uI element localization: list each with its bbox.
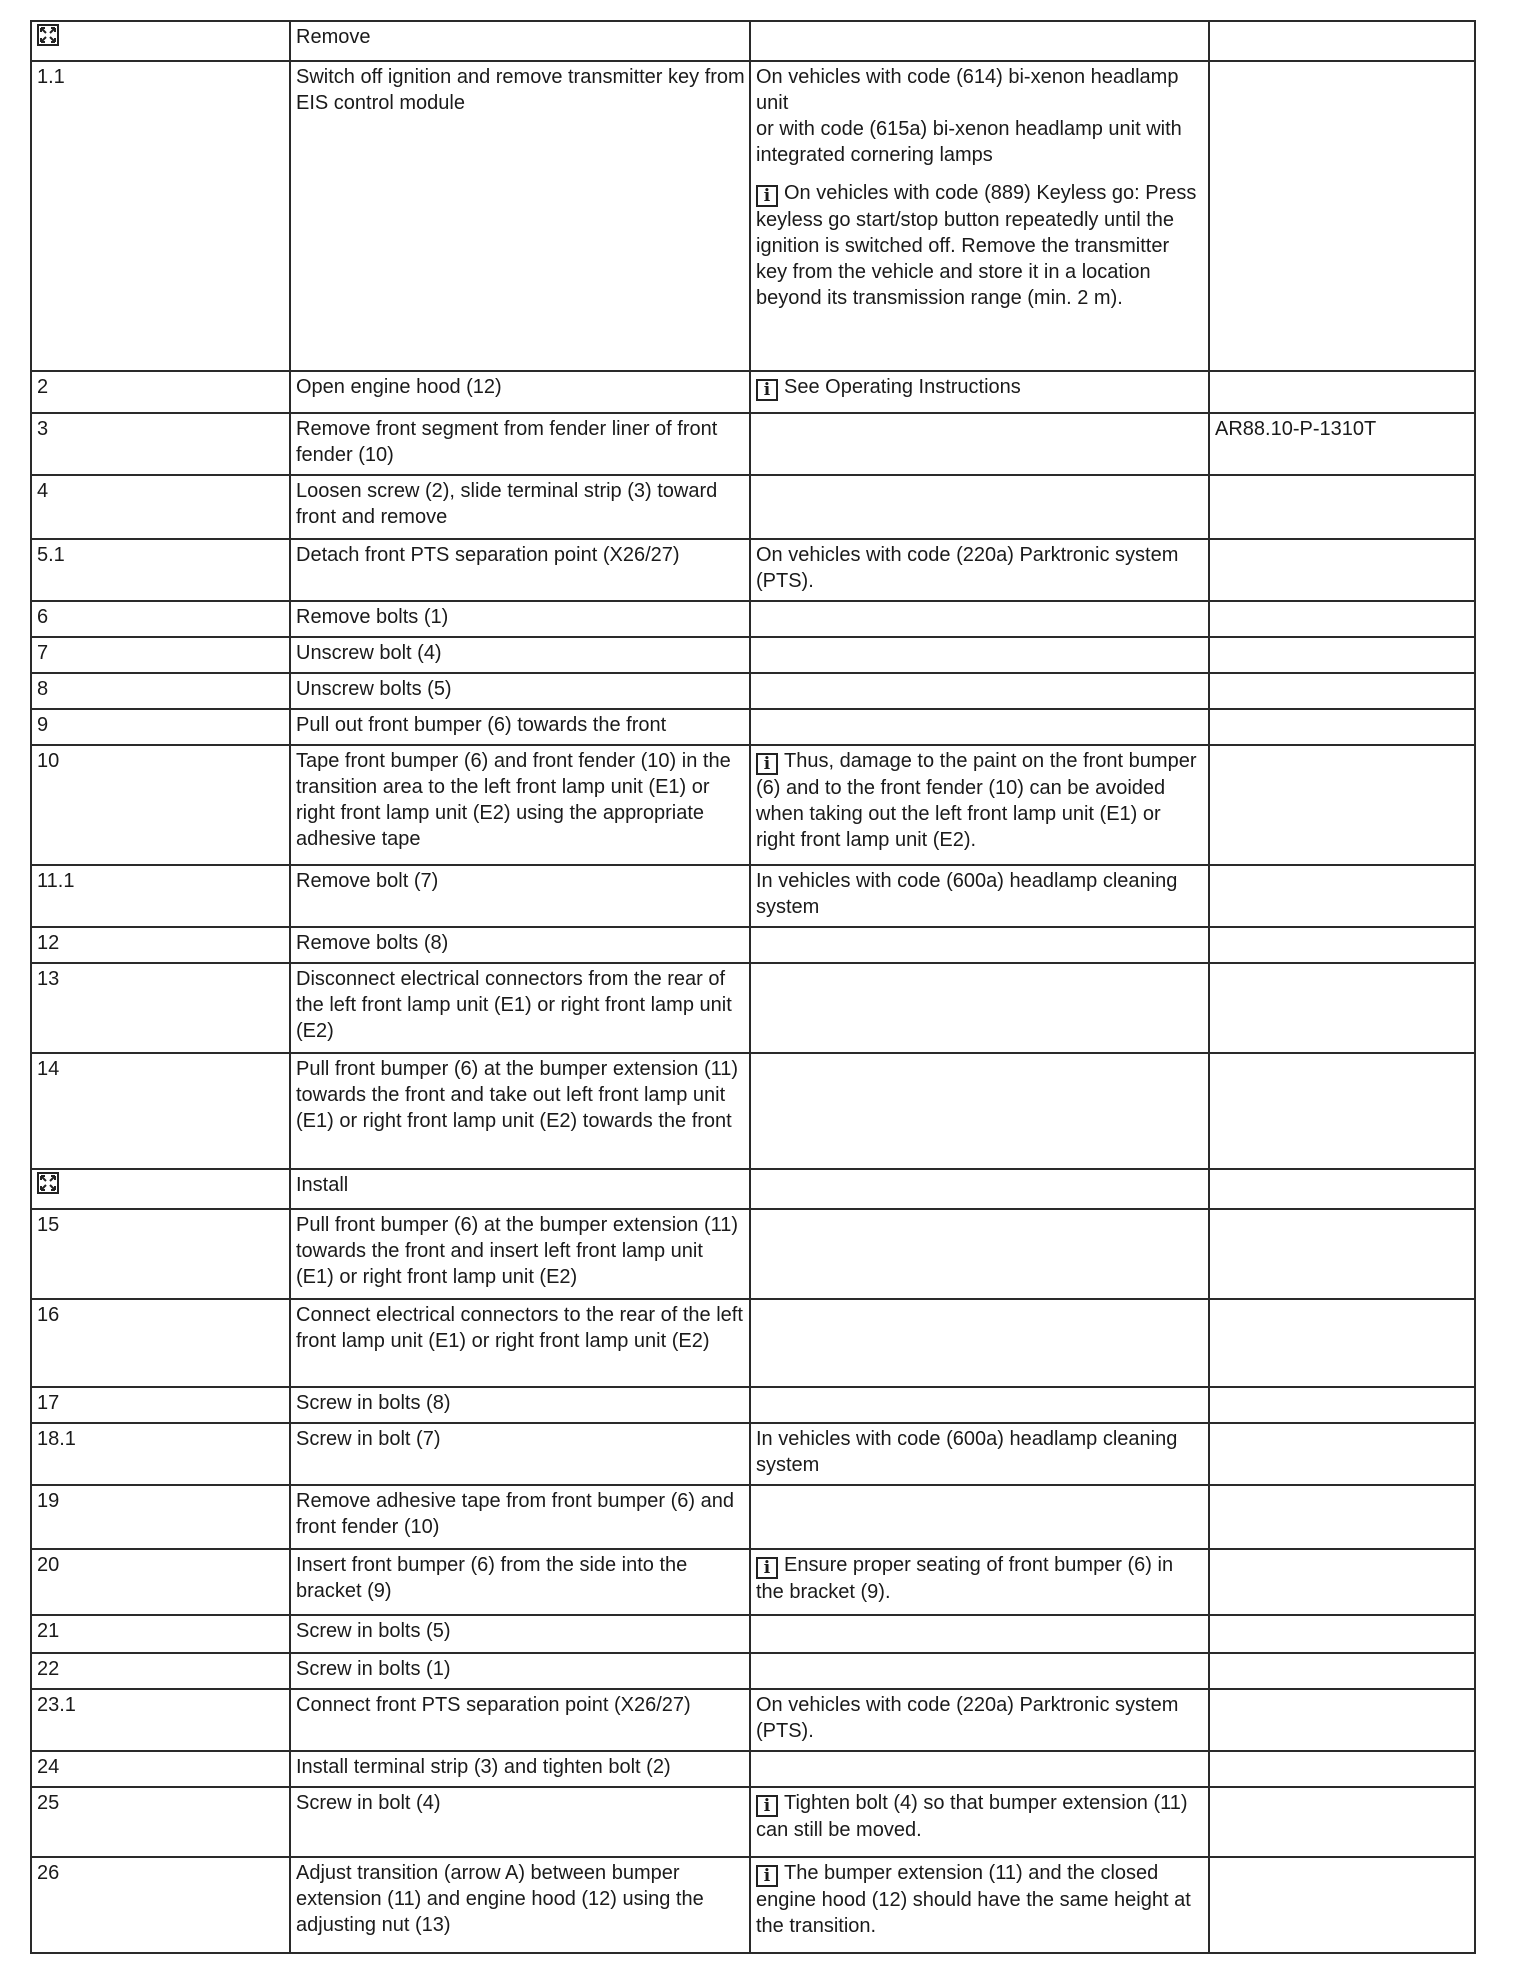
step-number: 23.1 [31, 1689, 290, 1751]
info-icon: i [756, 379, 778, 401]
step-row [31, 1485, 1475, 1549]
step-notes [750, 1751, 1209, 1787]
step-notes [750, 475, 1209, 539]
step-reference [1209, 1423, 1475, 1485]
note-block [756, 1790, 1204, 1843]
step-row [31, 1423, 1475, 1485]
info-icon: i [756, 753, 778, 775]
step-number: 7 [31, 637, 290, 673]
step-row [31, 1053, 1475, 1169]
step-reference [1209, 865, 1475, 927]
step-number: 14 [31, 1053, 290, 1169]
step-reference [1209, 1549, 1475, 1615]
step-reference [1209, 1485, 1475, 1549]
step-number: 9 [31, 709, 290, 745]
step-row [31, 1387, 1475, 1423]
step-notes [750, 1653, 1209, 1689]
step-action: Detach front PTS separation point (X26/27) [290, 539, 750, 601]
note-gap [756, 168, 1204, 180]
section-label: Remove [290, 21, 750, 61]
step-action: Remove bolts (8) [290, 927, 750, 963]
install-section-icon [37, 1174, 59, 1196]
step-action: Screw in bolts (5) [290, 1615, 750, 1653]
step-reference [1209, 709, 1475, 745]
step-row [31, 1615, 1475, 1653]
step-reference [1209, 1209, 1475, 1299]
note-block [756, 180, 1204, 311]
note-block [756, 116, 1204, 168]
note-block [756, 64, 1204, 116]
note-text: or with code (615a) bi-xenon headlamp unit with integrated cornering lamps [756, 118, 1182, 166]
step-number: 12 [31, 927, 290, 963]
step-action: Tape front bumper (6) and front fender (10) in the transition area to the left front lamp unit (E1) or right front lamp unit (E2) using the appropriate adhesive tape [290, 745, 750, 865]
remove-section-icon [37, 26, 59, 48]
step-action: Remove front segment from fender liner of front fender (10) [290, 413, 750, 475]
note-block [756, 1860, 1204, 1939]
step-reference [1209, 601, 1475, 637]
empty-cell [750, 21, 1209, 61]
step-reference [1209, 927, 1475, 963]
step-notes [750, 1299, 1209, 1387]
note-block [756, 1692, 1204, 1744]
step-action: Screw in bolt (4) [290, 1787, 750, 1857]
step-number: 22 [31, 1653, 290, 1689]
step-reference [1209, 673, 1475, 709]
note-block [756, 542, 1204, 594]
note-text: Tighten bolt (4) so that bumper extension (11) can still be moved. [756, 1792, 1188, 1841]
procedure-table-body [31, 21, 1475, 1953]
note-text: In vehicles with code (600a) headlamp cleaning system [756, 870, 1178, 918]
step-row [31, 1549, 1475, 1615]
step-reference [1209, 371, 1475, 413]
section-icon-cell [31, 21, 290, 61]
step-reference [1209, 1053, 1475, 1169]
step-reference [1209, 1615, 1475, 1653]
step-reference [1209, 1387, 1475, 1423]
section-icon-cell [31, 1169, 290, 1209]
step-reference [1209, 1751, 1475, 1787]
step-notes [750, 1615, 1209, 1653]
step-reference [1209, 475, 1475, 539]
step-notes [750, 539, 1209, 601]
note-text: On vehicles with code (220a) Parktronic system (PTS). [756, 1694, 1179, 1742]
step-number: 3 [31, 413, 290, 475]
step-reference [1209, 1653, 1475, 1689]
step-action: Screw in bolt (7) [290, 1423, 750, 1485]
section-row [31, 21, 1475, 61]
step-reference [1209, 61, 1475, 371]
step-row [31, 963, 1475, 1053]
step-row [31, 413, 1475, 475]
step-action: Remove bolt (7) [290, 865, 750, 927]
step-action: Pull out front bumper (6) towards the front [290, 709, 750, 745]
note-text: In vehicles with code (600a) headlamp cleaning system [756, 1428, 1178, 1476]
step-action: Remove adhesive tape from front bumper (6) and front fender (10) [290, 1485, 750, 1549]
step-number: 2 [31, 371, 290, 413]
step-number: 19 [31, 1485, 290, 1549]
step-number: 20 [31, 1549, 290, 1615]
step-reference [1209, 1787, 1475, 1857]
note-text: On vehicles with code (220a) Parktronic system (PTS). [756, 544, 1179, 592]
step-action: Disconnect electrical connectors from the rear of the left front lamp unit (E1) or right front lamp unit (E2) [290, 963, 750, 1053]
step-reference [1209, 1299, 1475, 1387]
step-notes [750, 1053, 1209, 1169]
empty-cell [1209, 21, 1475, 61]
step-notes [750, 413, 1209, 475]
note-text: Ensure proper seating of front bumper (6) in the bracket (9). [756, 1554, 1174, 1603]
step-action: Pull front bumper (6) at the bumper extension (11) towards the front and insert left front lamp unit (E1) or right front lamp unit (E2) [290, 1209, 750, 1299]
step-action: Loosen screw (2), slide terminal strip (3) toward front and remove [290, 475, 750, 539]
step-row [31, 1857, 1475, 1953]
section-row [31, 1169, 1475, 1209]
step-number: 15 [31, 1209, 290, 1299]
step-row [31, 61, 1475, 371]
step-number: 5.1 [31, 539, 290, 601]
note-text: On vehicles with code (889) Keyless go: Press keyless go start/stop button repeatedly until the ignition is switched off. Remove the transmitter key from the vehicle and store it in a location beyond its transmission range (min. 2 m). [756, 182, 1197, 309]
section-label: Install [290, 1169, 750, 1209]
step-reference: AR88.10-P-1310T [1209, 413, 1475, 475]
step-reference [1209, 1857, 1475, 1953]
note-text: Thus, damage to the paint on the front bumper (6) and to the front fender (10) can be avoided when taking out the left front lamp unit (E1) or right front lamp unit (E2). [756, 750, 1197, 851]
step-row [31, 927, 1475, 963]
step-row [31, 637, 1475, 673]
step-notes [750, 709, 1209, 745]
step-notes [750, 601, 1209, 637]
step-notes [750, 1787, 1209, 1857]
step-row [31, 1751, 1475, 1787]
note-block [756, 748, 1204, 853]
step-notes [750, 927, 1209, 963]
step-number: 17 [31, 1387, 290, 1423]
step-row [31, 371, 1475, 413]
step-action: Switch off ignition and remove transmitter key from EIS control module [290, 61, 750, 371]
note-block [756, 1552, 1204, 1605]
step-reference [1209, 745, 1475, 865]
note-block [756, 868, 1204, 920]
step-notes [750, 1423, 1209, 1485]
step-row [31, 865, 1475, 927]
empty-cell [1209, 1169, 1475, 1209]
step-row [31, 1653, 1475, 1689]
note-text: On vehicles with code (614) bi-xenon headlamp unit [756, 66, 1179, 114]
step-number: 16 [31, 1299, 290, 1387]
step-notes [750, 745, 1209, 865]
step-notes [750, 637, 1209, 673]
step-number: 25 [31, 1787, 290, 1857]
note-block [756, 1426, 1204, 1478]
step-row [31, 475, 1475, 539]
step-action: Open engine hood (12) [290, 371, 750, 413]
step-action: Unscrew bolt (4) [290, 637, 750, 673]
step-row [31, 601, 1475, 637]
step-notes [750, 1485, 1209, 1549]
step-notes [750, 1549, 1209, 1615]
step-number: 8 [31, 673, 290, 709]
step-reference [1209, 963, 1475, 1053]
step-action: Remove bolts (1) [290, 601, 750, 637]
step-row [31, 745, 1475, 865]
step-reference [1209, 1689, 1475, 1751]
info-icon: i [756, 1865, 778, 1887]
step-row [31, 673, 1475, 709]
step-number: 10 [31, 745, 290, 865]
step-action: Install terminal strip (3) and tighten bolt (2) [290, 1751, 750, 1787]
step-row [31, 709, 1475, 745]
step-action: Adjust transition (arrow A) between bumper extension (11) and engine hood (12) using the adjusting nut (13) [290, 1857, 750, 1953]
step-action: Connect front PTS separation point (X26/27) [290, 1689, 750, 1751]
info-icon: i [756, 1557, 778, 1579]
step-reference [1209, 637, 1475, 673]
step-number: 4 [31, 475, 290, 539]
info-icon: i [756, 1795, 778, 1817]
step-number: 6 [31, 601, 290, 637]
step-notes [750, 371, 1209, 413]
step-notes [750, 963, 1209, 1053]
step-row [31, 1787, 1475, 1857]
step-row [31, 1209, 1475, 1299]
step-action: Unscrew bolts (5) [290, 673, 750, 709]
procedure-table [30, 20, 1476, 1954]
step-notes [750, 1209, 1209, 1299]
note-block [756, 374, 1204, 401]
step-number: 26 [31, 1857, 290, 1953]
info-icon: i [756, 185, 778, 207]
step-number: 11.1 [31, 865, 290, 927]
note-text: The bumper extension (11) and the closed engine hood (12) should have the same height at the transition. [756, 1862, 1191, 1937]
step-row [31, 1689, 1475, 1751]
step-notes [750, 61, 1209, 371]
step-number: 13 [31, 963, 290, 1053]
note-text: See Operating Instructions [784, 376, 1021, 398]
step-action: Insert front bumper (6) from the side into the bracket (9) [290, 1549, 750, 1615]
empty-cell [750, 1169, 1209, 1209]
step-action: Screw in bolts (1) [290, 1653, 750, 1689]
step-notes [750, 1387, 1209, 1423]
step-notes [750, 1689, 1209, 1751]
step-number: 21 [31, 1615, 290, 1653]
step-action: Pull front bumper (6) at the bumper extension (11) towards the front and take out left front lamp unit (E1) or right front lamp unit (E2) towards the front [290, 1053, 750, 1169]
step-notes [750, 1857, 1209, 1953]
step-notes [750, 673, 1209, 709]
step-row [31, 539, 1475, 601]
step-number: 18.1 [31, 1423, 290, 1485]
step-action: Screw in bolts (8) [290, 1387, 750, 1423]
step-row [31, 1299, 1475, 1387]
step-number: 24 [31, 1751, 290, 1787]
step-number: 1.1 [31, 61, 290, 371]
step-reference [1209, 539, 1475, 601]
step-notes [750, 865, 1209, 927]
step-action: Connect electrical connectors to the rear of the left front lamp unit (E1) or right front lamp unit (E2) [290, 1299, 750, 1387]
